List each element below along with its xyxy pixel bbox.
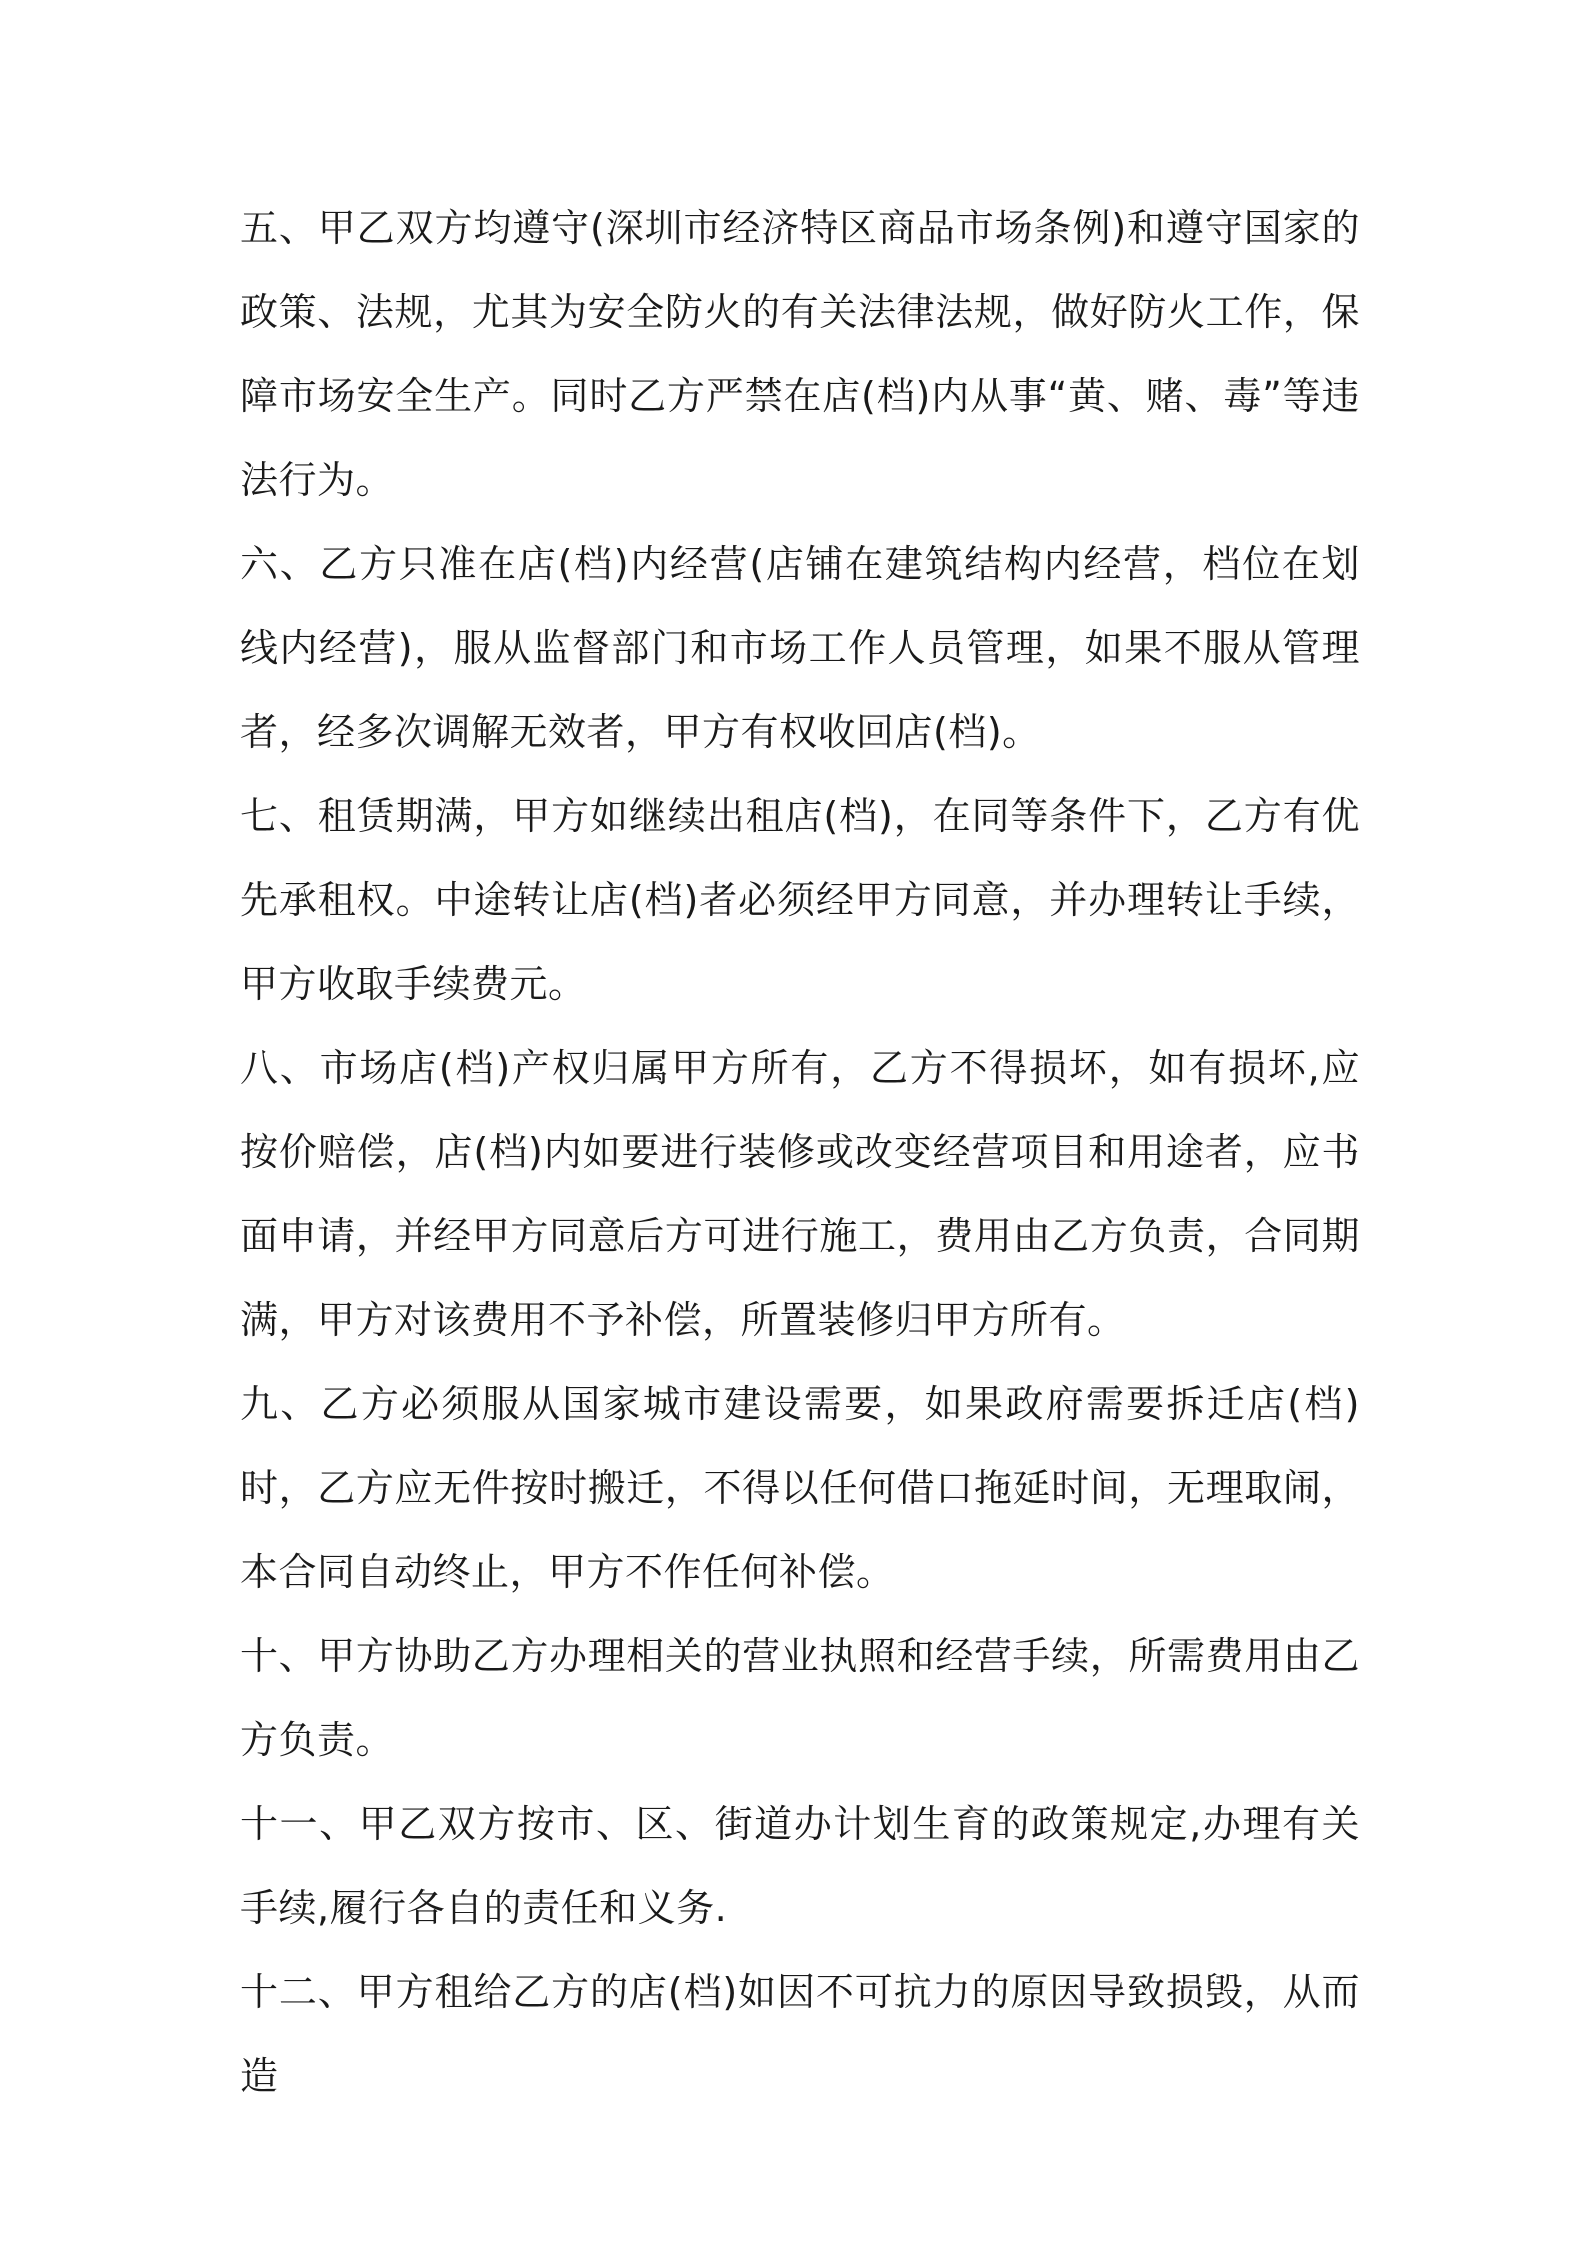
clause-12: 十二、甲方租给乙方的店(档)如因不可抗力的原因导致损毁，从而造 bbox=[240, 1970, 1360, 2098]
clause-6: 六、乙方只准在店(档)内经营(店铺在建筑结构内经营，档位在划线内经营)，服从监督部门和市场工作人员管理，如果不服从管理者，经多次调解无效者，甲方有权收回店(档)。 bbox=[240, 542, 1360, 754]
clause-9: 九、乙方必须服从国家城市建设需要，如果政府需要拆迁店(档)时，乙方应无件按时搬迁，不得以任何借口拖延时间，无理取闹，本合同自动终止，甲方不作任何补偿。 bbox=[240, 1382, 1360, 1594]
clause-10: 十、甲方协助乙方办理相关的营业执照和经营手续，所需费用由乙方负责。 bbox=[240, 1634, 1360, 1762]
document-page bbox=[240, 186, 1360, 2118]
clause-7: 七、租赁期满，甲方如继续出租店(档)，在同等条件下，乙方有优先承租权。中途转让店(档)者必须经甲方同意，并办理转让手续，甲方收取手续费元。 bbox=[240, 794, 1360, 1006]
clause-8: 八、市场店(档)产权归属甲方所有，乙方不得损坏，如有损坏,应按价赔偿，店(档)内如要进行装修或改变经营项目和用途者，应书面申请，并经甲方同意后方可进行施工，费用由乙方负责，合同期满，甲方对该费用不予补偿，所置装修归甲方所有。 bbox=[240, 1046, 1360, 1342]
clause-11: 十一、甲乙双方按市、区、街道办计划生育的政策规定,办理有关手续,履行各自的责任和义务. bbox=[240, 1802, 1360, 1930]
clause-5: 五、甲乙双方均遵守(深圳市经济特区商品市场条例)和遵守国家的政策、法规，尤其为安全防火的有关法律法规，做好防火工作，保障市场安全生产。同时乙方严禁在店(档)内从事“黄、赌、毒”等违法行为。 bbox=[240, 206, 1360, 502]
